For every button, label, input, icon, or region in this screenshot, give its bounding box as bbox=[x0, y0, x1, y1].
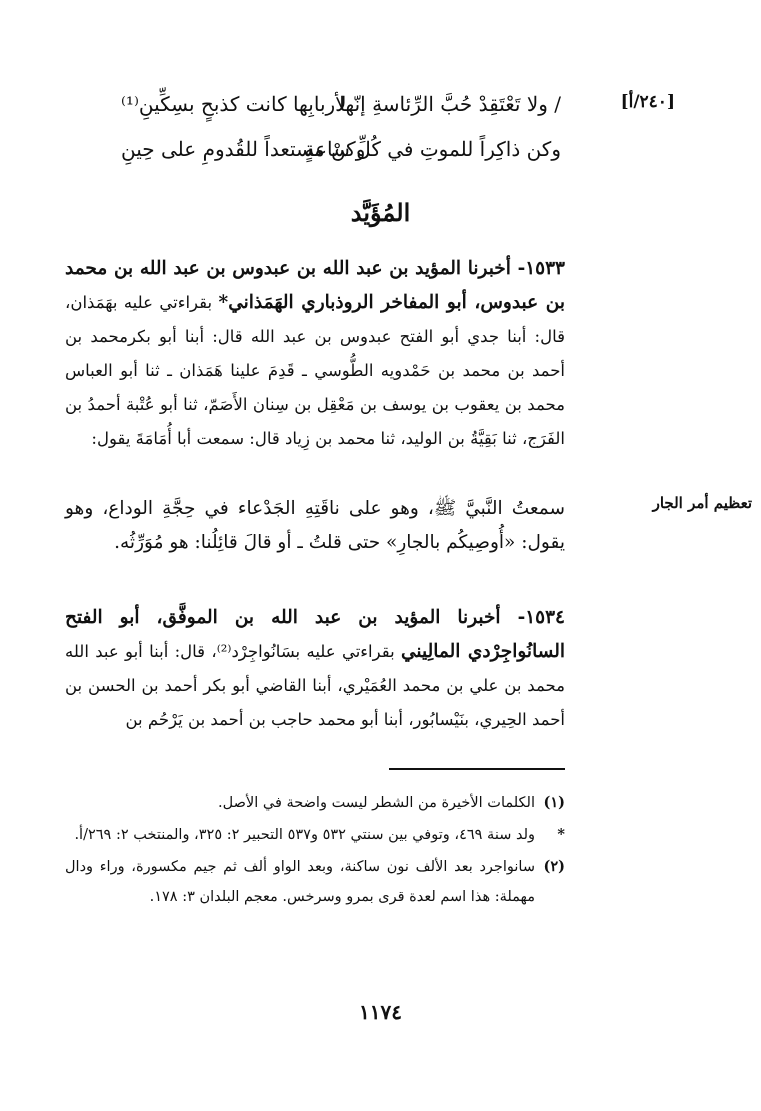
entry-1533 bbox=[65, 252, 565, 456]
verse-hemistich: / ولا تَعْتَقِدْ حُبَّ الرِّئاسةِ إنّها bbox=[339, 92, 561, 116]
verse-hemistich: وكنْ مستعداً للقُدومِ على حِينِ bbox=[121, 137, 366, 161]
footnote-mark: (١) bbox=[543, 794, 565, 811]
entry-text: بقراءتي عليه بسَانُواجِرْد⁽²⁾، قال: أبنا أبو عبد الله محمد بن علي بن محمد العُمَيْري، أبنا القاضي أبو بكر أحمد بن الحسن بن أحمد الحِيري، بنَيْسابُور، أبنا أبو محمد حاجب بن أحمد بن يَرْحُم بن bbox=[65, 642, 565, 729]
entry-1534 bbox=[65, 601, 565, 737]
footnote-text: سانواجرد بعد الألف نون ساكنة، وبعد الواو ألف ثم جيم مكسورة، وراء ودال مهملة: هذا اسم لعدة قرى بمرو وسرخس. معجم البلدان ٣: ١٧٨. bbox=[65, 859, 535, 905]
footnote-text: ولد سنة ٤٦٩، وتوفي بين سنتي ٥٣٢ و٥٣٧ التحبير ٢: ٣٢٥، والمنتخب ٢: ٢٦٩/أ. bbox=[74, 827, 535, 843]
footnote-text: الكلمات الأخيرة من الشطر ليست واضحة في الأصل. bbox=[218, 795, 535, 811]
margin-topic-note: تعظيم أمر الجار bbox=[652, 494, 752, 512]
page-number: ١١٧٤ bbox=[359, 1000, 402, 1024]
poem-verse bbox=[121, 137, 561, 167]
footnote bbox=[65, 852, 565, 912]
entry-heading: ١٥٣٤- أخبرنا المؤيد بن عبد الله بن الموفَّق، أبو الفتح السانُواجِرْدي المالِيني bbox=[65, 607, 565, 662]
poem-verse bbox=[121, 92, 561, 122]
footnote-mark: (٢) bbox=[543, 858, 565, 875]
footnote bbox=[65, 820, 565, 850]
footnote-divider bbox=[389, 768, 565, 770]
hadith-text: سمعتُ النَّبيَّ ﷺ، وهو على ناقَتِهِ الجَدْعاء في حِجَّةِ الوداع، وهو يقول: «أُوصِيكُم بالجارِ» حتى قلتُ ـ أو قالَ قائِلُنا: هو مُوَرِّثُه. bbox=[65, 498, 565, 553]
footnote-mark: * bbox=[557, 826, 565, 843]
entry-text: بقراءتي عليه بهَمَذان، قال: أبنا جدي أبو الفتح عبدوس بن عبد الله قال: أبنا أبو بكرمحمد بن أحمد بن محمد بن حَمْدويه الطُّوسي ـ قَدِمَ علينا هَمَذان ـ ثنا أبو العباس محمد بن يعقوب بن يوسف بن مَعْقِل بن سِنان الأَصَمّ، ثنا أبو عُتْبة أحمدُ بن الفَرَج، ثنا بَقِيَّةُ بن الوليد، ثنا محمد بن زِياد قال: سمعت أبا أُمَامَةَ يقول: bbox=[65, 293, 565, 448]
verse-hemistich: لأربابِها كانت كذبحٍ بسِكِّينِ⁽¹⁾ bbox=[121, 92, 347, 116]
footnotes bbox=[65, 788, 565, 914]
verse-hemistich: وكن ذاكِراً للموتِ في كُلِّ ساعةٍ bbox=[304, 137, 561, 161]
entry-heading: ١٥٣٣- أخبرنا المؤيد بن عبد الله بن عبدوس بن عبد الله بن محمد بن عبدوس، أبو المفاخر الروذباري الهَمَذاني* bbox=[65, 258, 566, 313]
manuscript-folio-marker: [٢٤٠/أ] bbox=[620, 92, 675, 112]
section-title: المُؤَيَّد bbox=[350, 198, 411, 227]
footnote bbox=[65, 788, 565, 818]
